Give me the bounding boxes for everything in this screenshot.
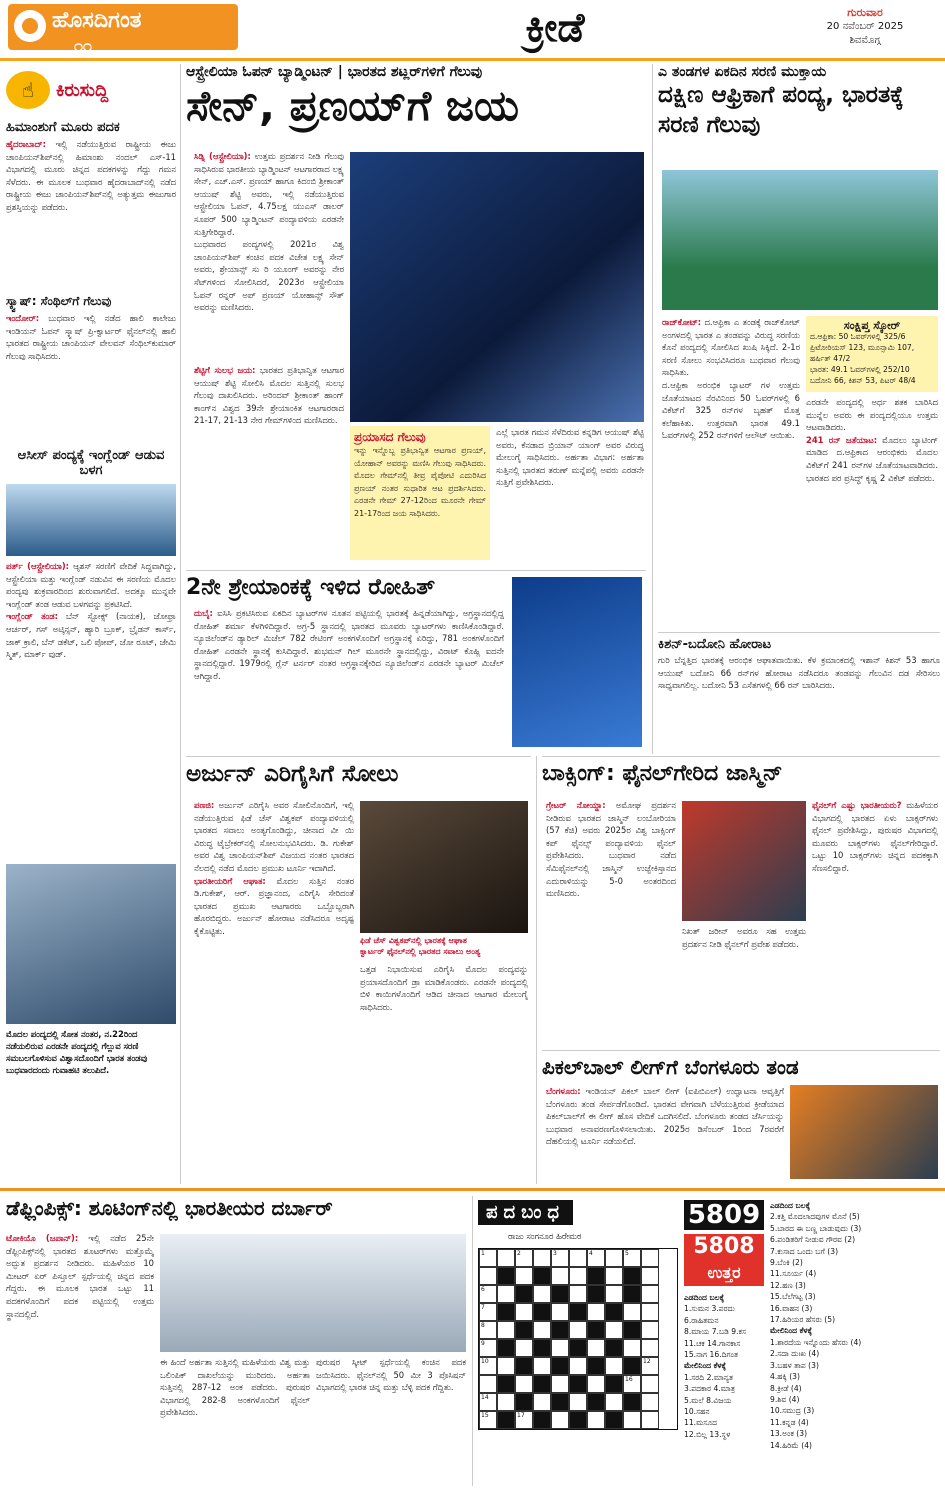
story-himanshu-text: ಇಲ್ಲಿ ನಡೆಯುತ್ತಿರುವ ರಾಷ್ಟ್ರೀಯ ಈಜು ಚಾಂಪಿಯನ್‌ಶಿಪ್‌ನಲ್ಲಿ ಹಿಮಾಂಶು ನಂದಲ್ ಎಸ್-11 ವಿಭಾಗದಲ್ಲಿ ಮೂರು ಚಿನ್ನದ ಪದಕಗಳನ್ನು ಗೆದ್ದು ಗಮನ ಸೆಳೆದರು. ಈ ಮೂಲಕ ಬುಧವಾರ ಹೈದರಾಬಾದ್‌ನಲ್ಲಿ ನಡೆದ ರಾಷ್ಟ್ರೀಯ ಈಜು ಚಾಂಪಿಯನ್‌ಶಿಪ್‌ನಲ್ಲಿ ಅತ್ಯುತ್ತಮ ಈಜುಗಾರ ಪ್ರಶಸ್ತಿಯನ್ನು ಪಡೆದರು. bbox=[6, 139, 176, 212]
crossword-cell[interactable] bbox=[551, 1411, 569, 1429]
badminton-kicker: ಆಸ್ಟ್ರೇಲಿಯಾ ಓಪನ್ ಬ್ಯಾಡ್ಮಿಂಟನ್ | ಭಾರತದ ಶಟ್ಲರ್‌ಗಳಿಗೆ ಗೆಲುವು bbox=[186, 64, 483, 80]
clue-down-8: 13.ಅಂಕ (3) bbox=[770, 1429, 808, 1439]
crossword-cell[interactable] bbox=[587, 1339, 605, 1357]
date: 20 ನವೆಂಬರ್ 2025 bbox=[826, 21, 904, 32]
england-team-photo bbox=[6, 484, 176, 556]
crossword-cell[interactable] bbox=[515, 1267, 533, 1285]
column-divider bbox=[180, 64, 181, 1184]
answer-a5: 15.ನಾಗ 16.ದಿಗಂತ bbox=[684, 1350, 738, 1360]
rohit-headline: 2ನೇ ಶ್ರೇಯಾಂಕಕ್ಕೆ ಇಳಿದ ರೋಹಿತ್ bbox=[186, 575, 436, 600]
answer-d3: 5.ಮಲೆ 8.ವಿಜಯ bbox=[684, 1395, 732, 1405]
masthead bbox=[0, 0, 945, 61]
crossword-cell[interactable] bbox=[569, 1285, 587, 1303]
crossword-cell bbox=[569, 1303, 587, 1321]
struggle-win-title: ಪ್ರಯಾಸದ ಗೆಲುವು bbox=[354, 430, 426, 444]
clues-across-title: ಎಡದಿಂದ ಬಲಕ್ಕೆ bbox=[770, 1201, 811, 1210]
dateline-sydney: ಸಿಡ್ನಿ (ಆಸ್ಟ್ರೇಲಿಯಾ): bbox=[194, 151, 251, 161]
crossword-cell[interactable]: 7 bbox=[479, 1303, 497, 1321]
crossword-cell[interactable]: 15 bbox=[479, 1411, 497, 1429]
column-divider bbox=[536, 756, 537, 1184]
shooters-podium-photo bbox=[160, 1234, 466, 1352]
crossword-cell[interactable] bbox=[605, 1321, 623, 1339]
crossword-cell bbox=[587, 1393, 605, 1411]
crossword-cell[interactable] bbox=[533, 1249, 551, 1267]
crossword-cell bbox=[551, 1393, 569, 1411]
clue-across-2: 6.ಪಂಡಿತರಿಗೆ ನೀಡುವ ಗೌರವ (2) bbox=[770, 1235, 856, 1245]
crossword-numbers bbox=[684, 1200, 764, 1490]
boxing-text: ಅಮೋಘ ಪ್ರದರ್ಶನ ನೀಡಿರುವ ಭಾರತದ ಜಾಸ್ಮಿನ್ ಲಂಬೋರಿಯಾ (57 ಕೆಜಿ) ಅವರು 2025ರ ವಿಶ್ವ ಬಾಕ್ಸಿಂಗ್ ಕಪ್ ಫೈನಲ್ಸ್ ಪಂದ್ಯಾವಳಿಯ ಫೈನಲ್ ಪ್ರವೇಶಿಸಿದರು. ಬುಧವಾರ ನಡೆದ ಸೆಮಿಫೈನಲ್‌ನಲ್ಲಿ ಜಾಸ್ಮಿನ್ ಉಜ್ಬೇಕಿಸ್ತಾನದ ಎದುರಾಳಿಯನ್ನು 5-0 ಅಂತರದಿಂದ ಮಣಿಸಿದರು. bbox=[546, 800, 676, 899]
story-ashes bbox=[6, 560, 176, 860]
crossword-cell bbox=[515, 1357, 533, 1375]
badminton-story bbox=[186, 64, 646, 564]
kishan-headline: ಕಿಶನ್-ಬದೋನಿ ಹೋರಾಟ bbox=[658, 637, 772, 652]
crossword-cell[interactable] bbox=[551, 1339, 569, 1357]
story-squash-text: ಬುಧವಾರ ಇಲ್ಲಿ ನಡೆದ ಹಾಲಿ ಕಾಲೇಜು ಇಂಡಿಯನ್ ಓಪನ್ ಸ್ಕ್ವಾಷ್ ಪ್ರಿ-ಕ್ವಾರ್ಟರ್ ಫೈನಲ್‌ನಲ್ಲಿ ಹಾಲಿ ಭಾರತದ ರಾಷ್ಟ್ರೀಯ ಚಾಂಪಿಯನ್ ವೇಲವನ್ ಸೆಂಥಿಲ್‌ಕುಮಾರ್ ಗೆಲುವು ಸಾಧಿಸಿದರು. bbox=[6, 313, 176, 361]
crossword-cell bbox=[587, 1321, 605, 1339]
deaflympics-para3: ಪುರುಷರ ಸ್ಕೀಟ್ ಸ್ಪರ್ಧೆಯಲ್ಲಿ ಕಂಚಿನ ಪದಕ ಜಯಿಸಿದರು. ಫೈನಲ್‌ನಲ್ಲಿ 50 ಮೀ 3 ಪೊಸಿಷನ್ ವಿಭಾಗದಲ್ಲಿ ಭಾರತ ಚಿನ್ನ ಮತ್ತು ಬೆಳ್ಳಿ ಪದಕ ಗೆದ್ದಿತು. bbox=[316, 1357, 466, 1393]
scorecard-title: ಸಂಕ್ಷಿಪ್ತ ಸ್ಕೋರ್ bbox=[843, 319, 901, 332]
crossword-cell bbox=[515, 1285, 533, 1303]
clue-across-1: 5.ಬಾರದ ಈ ಬಣ್ಣ ಬಾಡುವುದು (3) bbox=[770, 1223, 862, 1233]
kirusuddi-title: ಕಿರುಸುದ್ದಿ bbox=[56, 79, 109, 101]
crossword-puzzle bbox=[478, 1200, 678, 1490]
story-squash bbox=[6, 312, 176, 442]
column-divider bbox=[652, 64, 653, 754]
arjun-subhead: ಭಾರತೀಯರಿಗೆ ಆಘಾತ: bbox=[194, 875, 266, 886]
answers-across-title: ಎಡದಿಂದ ಬಲಕ್ಕೆ bbox=[684, 1293, 725, 1302]
rohit-text: ಐಸಿಸಿ ಪ್ರಕಟಿಸಿರುವ ಏಕದಿನ ಬ್ಯಾಟರ್‌ಗಳ ನೂತನ ಪಟ್ಟಿಯಲ್ಲಿ ಭಾರತಕ್ಕೆ ಹಿನ್ನಡೆಯಾಗಿದ್ದು, ಅಗ್ರಸ್ಥಾನದಲ್ಲಿದ್ದ ರೋಹಿತ್ ಶರ್ಮಾ ಕೆಳಗಿಳಿದಿದ್ದಾರೆ. ಅಗ್ರ-5 ಸ್ಥಾನದಲ್ಲಿ ಭಾರತದ ಮೂವರು ಬ್ಯಾಟರ್‌ಗಳು ಕಾಣಿಸಿಕೊಂಡಿದ್ದಾರೆ. ನ್ಯೂಜಿಲೆಂಡ್‌ನ ಡ್ಯಾರಿಲ್ ಮಿಚೆಲ್ 782 ರೇಟಿಂಗ್ ಅಂಕಗಳೊಂದಿಗೆ ಅಗ್ರಸ್ಥಾನಕ್ಕೆ ಏರಿದ್ದು, 781 ಅಂಕಗಳೊಂದಿಗೆ ರೋಹಿತ್ ಎರಡನೇ ಸ್ಥಾನಕ್ಕೆ ಕುಸಿದಿದ್ದಾರೆ. ಶುಭಮನ್ ಗಿಲ್ ಮೂರನೇ ಸ್ಥಾನದಲ್ಲಿದ್ದು, ವಿರಾಟ್ ಕೊಹ್ಲಿ ಐದನೇ ಸ್ಥಾನದಲ್ಲಿದ್ದಾರೆ. 1979ರಲ್ಲಿ ಗ್ಲೆನ್ ಟರ್ನರ್ ನಂತರ ಅಗ್ರಸ್ಥಾನಕ್ಕೇರಿದ ನ್ಯೂಜಿಲೆಂಡ್‌ನ ಎರಡನೇ ಬ್ಯಾಟರ್ ಮಿಚೆಲ್ ಆಗಿದ್ದಾರೆ. bbox=[194, 608, 504, 681]
deaflympics-col1 bbox=[6, 1232, 154, 1480]
crossword-cell[interactable] bbox=[641, 1267, 659, 1285]
crossword-cell bbox=[533, 1411, 551, 1429]
city: ಶಿವಮೊಗ್ಗ bbox=[849, 35, 881, 46]
crossword-cell[interactable]: 17 bbox=[515, 1411, 533, 1429]
crossword-cell[interactable]: 2 bbox=[515, 1249, 533, 1267]
crossword-cell bbox=[497, 1267, 515, 1285]
answer-d2: 3.ಪದಕಾರ 4.ಮಾತ್ರ bbox=[684, 1384, 736, 1394]
headline-squash: ಸ್ಕ್ವಾಷ್: ಸೆಂಥಿಲ್‌ಗೆ ಗೆಲುವು bbox=[6, 294, 112, 308]
boxing-sub-text: ಮಹಿಳೆಯರ ವಿಭಾಗದಲ್ಲಿ ಭಾರತದ ಏಳು ಬಾಕ್ಸರ್‌ಗಳು ಫೈನಲ್ ಪ್ರವೇಶಿಸಿದ್ದು, ಪುರುಷರ ವಿಭಾಗದಲ್ಲಿ ಮೂವರು ಬಾಕ್ಸರ್‌ಗಳು ಫೈನಲ್‌ಗೇರಿದ್ದಾರೆ. ಒಟ್ಟು 10 ಬಾಕ್ಸರ್‌ಗಳು ಚಿನ್ನದ ಪದಕಕ್ಕಾಗಿ ಸೆಣಸಲಿದ್ದಾರೆ. bbox=[812, 800, 938, 873]
crossword-cell[interactable] bbox=[551, 1267, 569, 1285]
badminton-para1: ಉತ್ತಮ ಪ್ರದರ್ಶನ ನೀಡಿ ಗೆಲುವು ಸಾಧಿಸಿರುವ ಭಾರತೀಯ ಬ್ಯಾಡ್ಮಿಂಟನ್ ಆಟಗಾರರಾದ ಲಕ್ಷ್ಯ ಸೇನ್, ಎಚ್.ಎಸ್. ಪ್ರಣಯ್ ಹಾಗೂ ಕಿದಂಬಿ ಶ್ರೀಕಾಂತ್ ಆಯುಷ್ ಶೆಟ್ಟಿ ಅವರು, ಇಲ್ಲಿ ನಡೆಯುತ್ತಿರುವ ಆಸ್ಟ್ರೇಲಿಯಾ ಓಪನ್, 4.75ಲಕ್ಷ ಯುಎಸ್ ಡಾಲರ್ ಸೂಪರ್ 500 ಬ್ಯಾಡ್ಮಿಂಟನ್ ಪಂದ್ಯಾವಳಿಯ ಎರಡನೇ ಸುತ್ತಿಗೇರಿದ್ದಾರೆ. bbox=[194, 151, 344, 237]
crossword-cell[interactable] bbox=[551, 1375, 569, 1393]
crossword-grid[interactable] bbox=[478, 1248, 678, 1430]
lakshya-sen-photo bbox=[350, 152, 644, 422]
crossword-cell bbox=[497, 1339, 515, 1357]
deaflympics-story bbox=[6, 1196, 468, 1486]
crossword-cell bbox=[605, 1303, 623, 1321]
crossword-cell[interactable]: 9 bbox=[479, 1339, 497, 1357]
crossword-cell[interactable] bbox=[641, 1411, 659, 1429]
crossword-cell[interactable] bbox=[569, 1357, 587, 1375]
crossword-cell[interactable] bbox=[641, 1339, 659, 1357]
crossword-cell[interactable] bbox=[605, 1249, 623, 1267]
deaflympics-para2: ಈ ಹಿಂದೆ ಅರ್ಹತಾ ಸುತ್ತಿನಲ್ಲಿ ಮಹಿಳೆಯರು ವಿಶ್ವ ಮತ್ತು ಒಲಿಂಪಿಕ್ ದಾಖಲೆಯನ್ನು ಮುರಿದರು. ಅರ್ಹತಾ ಸುತ್ತಿನಲ್ಲಿ 287-12 ಅಂಕ ಪಡೆದರು. ಪುರುಷರ ವಿಭಾಗದಲ್ಲಿ 282-8 ಅಂಕಗಳೊಂದಿಗೆ ಫೈನಲ್ ಪ್ರವೇಶಿಸಿದರು. bbox=[160, 1357, 310, 1418]
pickleball-body bbox=[546, 1085, 784, 1179]
score-sa: ದ.ಆಫ್ರಿಕಾ: 50 ಓವರ್‌ಗಳಲ್ಲಿ 325/6 bbox=[810, 332, 906, 341]
chess-caption-1: ಫಿಡೆ ಚೆಸ್ ವಿಶ್ವಕಪ್‌ನಲ್ಲಿ ಭಾರತಕ್ಕೆ ಆಘಾತ bbox=[360, 936, 467, 945]
chess-captions bbox=[360, 935, 528, 957]
arjun-para2: ಒತ್ತಡ ನಿಭಾಯಿಸುವ ಎರಿಗೈಸಿ ಮೊದಲ ಪಂದ್ಯವನ್ನು ಪ್ರಯಾಸದೊಂದಿಗೆ ಡ್ರಾ ಮಾಡಿಕೊಂಡರು. ಎರಡನೇ ಪಂದ್ಯದಲ್ಲಿ ಬಿಳಿ ಕಾಯಿಗಳೊಂದಿಗೆ ಆಡಿದ ಚೀನಾದ ಆಟಗಾರ ಮೇಲುಗೈ ಸಾಧಿಸಿದರು. bbox=[360, 964, 528, 1012]
clue-across-7: 15.ಬೆಲೆಗಟ್ಟ (3) bbox=[770, 1292, 816, 1302]
clue-down-1: 2.ಸದಾ ದುಃಖ (4) bbox=[770, 1349, 820, 1359]
sa-headline: ದಕ್ಷಿಣ ಆಫ್ರಿಕಾಗೆ ಪಂದ್ಯ, ಭಾರತಕ್ಕೆ ಸರಣಿ ಗೆಲುವು bbox=[658, 82, 904, 138]
crossword-cell bbox=[587, 1267, 605, 1285]
crossword-cell[interactable]: 12 bbox=[641, 1357, 659, 1375]
boxing-col1 bbox=[546, 799, 676, 1043]
crossword-cell[interactable] bbox=[605, 1393, 623, 1411]
england-team-label: ಇಂಗ್ಲೆಂಡ್ ತಂಡ: bbox=[6, 611, 58, 622]
pointing-hand-icon: ☝ bbox=[6, 71, 50, 109]
crossword-cell bbox=[551, 1357, 569, 1375]
crossword-cell[interactable]: 3 bbox=[551, 1249, 569, 1267]
headline-ashes: ಆಸೀಸ್ ಪಂದ್ಯಕ್ಕೆ ಇಂಗ್ಲೆಂಡ್ ಆಡುವ ಬಳಗ bbox=[17, 448, 165, 478]
crossword-cell[interactable]: 5 bbox=[623, 1249, 641, 1267]
clue-down-4: 8.ಕ್ರೀಡೆ (4) bbox=[770, 1383, 802, 1393]
score-india-top: ಬದೋನಿ 66, ಕಿಶನ್ 53, ಪಿಟರ್ 48/4 bbox=[810, 376, 916, 385]
prev-puzzle-box bbox=[684, 1234, 764, 1286]
dateline-tokyo: ಟೋಕಿಯೊ (ಜಪಾನ್): bbox=[6, 1233, 79, 1243]
chess-caption-2: ಕ್ವಾರ್ಟರ್ ಫೈನಲ್‌ನಲ್ಲಿ ಭಾರತದ ಸವಾಲು ಅಂತ್ಯ bbox=[360, 947, 481, 956]
answer-d1: 1.ಸರದಿ 2.ಮಾನ್ಯತ bbox=[684, 1372, 734, 1382]
crossword-cell[interactable] bbox=[605, 1267, 623, 1285]
crossword-cell[interactable] bbox=[623, 1339, 641, 1357]
struggle-win-text: ಇನ್ನು ಇನ್ನೊಬ್ಬ ಪ್ರತಿಭಾನ್ವಿತ ಆಟಗಾರ ಪ್ರಣಯ್, ಯೋಹಾನ್ ಅವರನ್ನು ಮಣಿಸಿ ಗೆಲುವು ಸಾಧಿಸಿದರು. ಮೊದಲ ಗೇಮ್‌ನಲ್ಲಿ ತೀವ್ರ ಪೈಪೋಟಿ ಎದುರಿಸಿದ ಪ್ರಣಯ್ ನಂತರ ಸುಧಾರಿತ ಆಟ ಪ್ರದರ್ಶಿಸಿದರು. ಎರಡನೇ ಗೇಮ್ 27-12ರಿಂದ ಮೂರನೇ ಗೇಮ್ 21-17ರಿಂದ ಜಯ ಸಾಧಿಸಿದರು. bbox=[354, 446, 486, 518]
badminton-para2: ಬುಧವಾರದ ಪಂದ್ಯಗಳಲ್ಲಿ 2021ರ ವಿಶ್ವ ಚಾಂಪಿಯನ್‌ಶಿಪ್ ಕಂಚಿನ ಪದಕ ವಿಜೇತ ಲಕ್ಷ್ಯ ಸೇನ್ ಅವರು, ಶ್ರೇಯಾನ್ಸ್ ಸು ರಿ ಯೂಂಗ್ ಅವರನ್ನು ನೇರ ಸೆಟ್‌ಗಳಿಂದ ಸೋಲಿಸಿದರೆ, 2023ರ ಆಸ್ಟ್ರೇಲಿಯಾ ಓಪನ್ ರನ್ನರ್ ಅಪ್ ಪ್ರಣಯ್ ಯೋಹಾನ್ಸ್ ಸೌತ್ ಅವರನ್ನು ಮಣಿಸಿದರು. bbox=[194, 239, 344, 313]
section-rule bbox=[0, 1188, 945, 1191]
crossword-cell[interactable] bbox=[641, 1249, 659, 1267]
crossword-cell[interactable] bbox=[641, 1375, 659, 1393]
crossword-cell bbox=[533, 1339, 551, 1357]
india-team-arrival-photo bbox=[6, 864, 176, 1024]
crossword-cell[interactable] bbox=[533, 1357, 551, 1375]
dateline-rajkot: ರಾಜ್‌ಕೋಟ್: bbox=[662, 317, 702, 327]
crossword-cell bbox=[497, 1411, 515, 1429]
crossword-cell bbox=[623, 1393, 641, 1411]
kishan-badoni-story bbox=[658, 632, 940, 751]
crossword-cell[interactable] bbox=[641, 1285, 659, 1303]
story-himanshu bbox=[6, 138, 176, 288]
clue-down-7: 11.ಕನ್ನಡ (4) bbox=[770, 1417, 809, 1427]
crossword-cell[interactable] bbox=[641, 1321, 659, 1339]
crossword-cell bbox=[587, 1357, 605, 1375]
story-ashes-text: ಆ್ಯಶಸ್ ಸರಣಿಗೆ ವೇದಿಕೆ ಸಿದ್ಧವಾಗಿದ್ದು, ಆಸ್ಟ್ರೇಲಿಯಾ ಮತ್ತು ಇಂಗ್ಲೆಂಡ್ ನಡುವಿನ ಈ ಸರಣಿಯ ಮೊದಲ ಪಂದ್ಯವು ಶುಕ್ರವಾರದಿಂದ ಶುರುವಾಗಲಿದೆ. ಅದಕ್ಕೂ ಮುನ್ನವೇ ಇಂಗ್ಲೆಂಡ್ ತಂಡ ಆಡುವ ಬಳಗವನ್ನು ಪ್ರಕಟಿಸಿದೆ. bbox=[6, 561, 176, 609]
kirusuddi-column bbox=[6, 66, 176, 1176]
crossword-cell[interactable] bbox=[497, 1249, 515, 1267]
crossword-cell[interactable] bbox=[569, 1249, 587, 1267]
partnership-subhead: 241 ರನ್ ಜತೆಯಾಟ: bbox=[806, 434, 878, 445]
clue-across-0: 2.ಕತ್ತಿ ಮೊದಲಾದವುಗಳ ಮೊನೆ (5) bbox=[770, 1212, 860, 1222]
crossword-cell[interactable] bbox=[623, 1303, 641, 1321]
crossword-cell[interactable] bbox=[515, 1339, 533, 1357]
answer-a4: 11.ಚಕ 14.ಗಾನಕಾಸ bbox=[684, 1338, 741, 1348]
sun-logo-icon bbox=[14, 10, 46, 42]
sa-col2 bbox=[806, 396, 938, 616]
page-number: ೧೧ bbox=[74, 36, 92, 55]
crossword-cell[interactable] bbox=[587, 1303, 605, 1321]
clue-across-5: 11.ಸೂರ್ಯ (4) bbox=[770, 1269, 817, 1279]
rohit-sharma-photo bbox=[512, 577, 642, 747]
sa-team-photo bbox=[662, 170, 938, 310]
crossword-cell[interactable] bbox=[569, 1321, 587, 1339]
crossword-clues bbox=[770, 1200, 942, 1490]
clue-down-9: 14.ಹಿರಿಮೆ (4) bbox=[770, 1440, 812, 1450]
crossword-cell bbox=[605, 1339, 623, 1357]
newspaper-name: ಹೊಸದಿಗಂತ bbox=[52, 8, 142, 33]
badminton-para4: ಎಲ್ಲೆ ಭಾರತ ಗಮನ ಸೆಳೆದಿರುವ ಕನ್ನಡಿಗ ಆಯುಷ್ ಶೆಟ್ಟಿ ಅವರು, ಕೆನಡಾದ ಬ್ರಿಯಾನ್ ಯಾಂಗ್ ಅವರ ವಿರುದ್ಧ ಮೇಲುಗೈ ಸಾಧಿಸಿದರು. ಅರ್ಹತಾ ವಿಭಾಗ: ಅರ್ಹತಾ ಸುತ್ತಿನಲ್ಲಿ ಭಾರತದ ತರುಣ್ ಮನ್ನೆಪಲ್ಲಿ ಅವರು ಎರಡನೇ ಸುತ್ತಿಗೆ ಪ್ರವೇಶಿಸಿದರು. bbox=[496, 427, 644, 488]
crossword-cell[interactable] bbox=[623, 1411, 641, 1429]
clue-across-9: 17.ಹಿರಿಯರ ಹೆಸರು (5) bbox=[770, 1315, 836, 1325]
crossword-cell[interactable] bbox=[587, 1375, 605, 1393]
boxing-story bbox=[542, 756, 940, 1047]
crossword-cell[interactable] bbox=[605, 1357, 623, 1375]
shetty-subhead: ಶೆಟ್ಟಿಗೆ ಸುಲಭ ಜಯ: bbox=[194, 365, 256, 375]
newspaper-logo bbox=[8, 4, 238, 55]
chess-photo bbox=[360, 801, 528, 933]
section-title: ಕ್ರೀಡೆ bbox=[525, 4, 585, 51]
crossword-cell[interactable]: 4 bbox=[587, 1249, 605, 1267]
clue-across-6: 12.ಹಣ (3) bbox=[770, 1280, 806, 1290]
crossword-cell bbox=[623, 1321, 641, 1339]
crossword-title-text: ಪದಬಂಧ bbox=[478, 1200, 573, 1225]
sa-para3b: ಮೊದಲು ಬ್ಯಾಟಿಂಗ್ ಮಾಡಿದ ದ.ಆಫ್ರಿಕಾದ ಆರಂಭಿಕರು ಮೊದಲ ವಿಕೆಟ್‌ಗೆ 241 ರನ್‌ಗಳ ಜೊತೆಯಾಟವಾಡಿದರು. ಭಾರತದ ಪರ ಪ್ರಸಿದ್ಧ್ ಕೃಷ್ಣ 2 ವಿಕೆಟ್ ಪಡೆದರು. bbox=[806, 434, 938, 483]
answer-d6: 12.ಬಿಲ್ಲ 13.ಸ್ಥಳ bbox=[684, 1429, 731, 1439]
crossword-cell[interactable] bbox=[479, 1375, 497, 1393]
kishan-body: ಗುರಿ ಬೆನ್ನತ್ತಿದ ಭಾರತಕ್ಕೆ ಆರಂಭಿಕ ಆಘಾತವಾಯಿತು. ಕೆಳ ಕ್ರಮಾಂಕದಲ್ಲಿ ಇಶಾನ್ ಕಿಶನ್ 53 ಹಾಗೂ ಆಯುಷ್ ಬದೋನಿ 66 ರನ್‌ಗಳ ಹೋರಾಟ ನಡೆಸಿದರೂ ತಂಡವನ್ನು ಗೆಲುವಿನ ದಡ ಸೇರಿಸಲು ಸಾಧ್ಯವಾಗಲಿಲ್ಲ. ಬದೋನಿ 53 ಎಸೆತಗಳಲ್ಲಿ 66 ರನ್ ಬಾರಿಸಿದರು. bbox=[658, 655, 940, 691]
kirusuddi-header bbox=[6, 66, 176, 114]
crossword-cell[interactable] bbox=[515, 1375, 533, 1393]
crossword-cell[interactable] bbox=[497, 1357, 515, 1375]
crossword-cell[interactable] bbox=[497, 1321, 515, 1339]
crossword-cell bbox=[587, 1285, 605, 1303]
sa-para2: ದ.ಆಫ್ರಿಕಾ ಅರಂಭಿಕ ಬ್ಯಾಟರ್ ಗಳ ಉತ್ತಮ ಜೊತೆಯಾಟದ ನೆರವಿನಿಂದ 50 ಓವರ್‌ಗಳಲ್ಲಿ 6 ವಿಕೆಟ್‌ಗೆ 325 ರನ್‌ಗಳ ಬೃಹತ್ ಮೊತ್ತ ಕಲೆಹಾಕಿತು. ಉತ್ತರವಾಗಿ ಭಾರತ 49.1 ಓವರ್‌ಗಳಲ್ಲಿ 252 ರನ್‌ಗಳಿಗೆ ಆಲೌಟ್ ಆಯಿತು. bbox=[662, 379, 800, 441]
struggle-win-box bbox=[350, 426, 490, 560]
crossword-cell bbox=[497, 1375, 515, 1393]
pickleball-text: ಇಂಡಿಯನ್ ಪಿಕಲ್ ಬಾಲ್ ಲೀಗ್ (ಐಪಿಬಿಎಲ್) ಉದ್ಘಾಟನಾ ಆವೃತ್ತಿಗೆ ಬೆಂಗಳೂರು ತಂಡ ಸೇರ್ಪಡೆಗೊಂಡಿದೆ. ಭಾರತದ ವೇಗವಾಗಿ ಬೆಳೆಯುತ್ತಿರುವ ಕ್ರೀಡೆಯಾದ ಪಿಕಲ್‌ಬಾಲ್‌ಗೆ ಈ ಲೀಗ್ ಹೊಸ ವೇದಿಕೆ ಒದಗಿಸಲಿದೆ. ಬೆಂಗಳೂರು ತಂಡದ ಜೆರ್ಸಿಯನ್ನು ಬುಧವಾರ ಅನಾವರಣಗೊಳಿಸಲಾಯಿತು. 2025ರ ಡಿಸೆಂಬರ್ 1ರಿಂದ 7ರವರೆಗೆ ದೆಹಲಿಯಲ್ಲಿ ಟೂರ್ನಿ ನಡೆಯಲಿದೆ. bbox=[546, 1086, 784, 1147]
deaflympics-headline: ಡೆಫ್ಲಿಂಪಿಕ್ಸ್: ಶೂಟಿಂಗ್‌ನಲ್ಲಿ ಭಾರತೀಯರ ದರ್ಬಾರ್ bbox=[6, 1196, 333, 1220]
answer-d5: 11.ಮಸೂದ bbox=[684, 1418, 718, 1428]
arjun-col1 bbox=[194, 799, 354, 1179]
crossword-cell bbox=[533, 1267, 551, 1285]
england-team-list: ಬೆನ್ ಸ್ಟೋಕ್ಸ್ (ನಾಯಕ), ಜೋಫ್ರಾ ಆರ್ಚರ್, ಗಸ್ ಅಟ್ಕಿನ್ಸನ್, ಹ್ಯಾರಿ ಬ್ರೂಕ್, ಬ್ರೈಡನ್ ಕಾರ್ಸ್, ಜಾಕ್ ಕ್ರಾಲಿ, ಬೆನ್ ಡಕೆಟ್, ಒಲಿ ಪೋಪ್, ಜೋ ರೂಟ್, ಜೇಮಿ ಸ್ಮಿತ್, ಮಾರ್ಕ್ ವುಡ್. bbox=[6, 611, 176, 660]
scorecard-box bbox=[806, 316, 938, 392]
sa-para3: ಎರಡನೇ ಪಂದ್ಯದಲ್ಲಿ ಅರ್ಧ ಶತಕ ಬಾರಿಸಿದ ಮುನ್ನೆಲ ಅವರು ಈ ಪಂದ್ಯದಲ್ಲಿಯೂ ಉತ್ತಮ ಆಟವಾಡಿದರು. bbox=[806, 397, 938, 433]
clue-down-3: 4.ಹಕ್ಕಿ (3) bbox=[770, 1372, 800, 1382]
clues-down-title: ಮೇಲಿನಿಂದ ಕೆಳಕ್ಕೆ bbox=[770, 1326, 812, 1336]
crossword-cell[interactable] bbox=[497, 1393, 515, 1411]
crossword-cell bbox=[623, 1285, 641, 1303]
boxing-headline: ಬಾಕ್ಸಿಂಗ್: ಫೈನಲ್‌ಗೇರಿದ ಜಾಸ್ಮಿನ್ bbox=[542, 761, 783, 786]
crossword-cell bbox=[515, 1321, 533, 1339]
crossword-cell[interactable] bbox=[569, 1393, 587, 1411]
crossword-cell[interactable]: 6 bbox=[479, 1285, 497, 1303]
arjun-story bbox=[186, 756, 531, 1185]
dateline-perth: ಪರ್ತ್ (ಆಸ್ಟ್ರೇಲಿಯಾ): bbox=[6, 561, 70, 571]
rohit-story bbox=[186, 570, 646, 751]
sa-kicker: ಎ ತಂಡಗಳ ಏಕದಿನ ಸರಣಿ ಮುಕ್ತಾಯ bbox=[658, 64, 827, 80]
crossword-cell[interactable] bbox=[533, 1321, 551, 1339]
prev-puzzle-label: ಉತ್ತರ bbox=[707, 1263, 741, 1282]
crossword-cell[interactable]: 8 bbox=[479, 1321, 497, 1339]
crossword-title bbox=[478, 1200, 678, 1225]
crossword-cell[interactable]: 16 bbox=[623, 1375, 641, 1393]
crossword-cell bbox=[515, 1393, 533, 1411]
answers-down-title: ಮೇಲಿನಿಂದ ಕೆಳಕ್ಕೆ bbox=[684, 1361, 726, 1371]
clue-down-2: 3.ಬಹಳ ತಾಪ (3) bbox=[770, 1360, 819, 1370]
crossword-cell[interactable]: 10 bbox=[479, 1357, 497, 1375]
dateline-noida: ಗ್ರೇಟರ್ ನೋಯ್ಡಾ: bbox=[546, 800, 606, 810]
arjun-text: ಅರ್ಜುನ್ ಎರಿಗೈಸಿ ಅವರ ಸೋಲಿನೊಂದಿಗೆ, ಇಲ್ಲಿ ನಡೆಯುತ್ತಿರುವ ಫಿಡೆ ಚೆಸ್ ವಿಶ್ವಕಪ್ ಪಂದ್ಯಾವಳಿಯಲ್ಲಿ ಭಾರತದ ಸವಾಲು ಅಂತ್ಯಗೊಂಡಿದ್ದು, ಚೀನಾದ ವೀ ಯಿ ವಿರುದ್ಧ ಟೈಬ್ರೇಕರ್‌ನಲ್ಲಿ ಸೋಲನುಭವಿಸಿದರು. ಡಿ. ಗುಕೇಶ್ ಅವರ ವಿಶ್ವ ಚಾಂಪಿಯನ್‌ಶಿಪ್ ವಿಜಯದ ನಂತರ ಭಾರತದ ನೆಲದಲ್ಲಿ ನಡೆದ ಮೊದಲ ಪ್ರಮುಖ ಟೂರ್ನಿ ಇದಾಗಿದೆ. bbox=[194, 800, 354, 873]
headline-himanshu: ಹಿಮಾಂಶುಗೆ ಮೂರು ಪದಕ bbox=[6, 120, 120, 135]
clue-across-3: 7.ಕುಸಾದ ಒಂದು ಬಗೆ (3) bbox=[770, 1246, 839, 1256]
crossword-cell bbox=[605, 1411, 623, 1429]
clue-down-0: 1.ಶಾರದೆಯ ಇನ್ನೊಂದು ಹೆಸರು (4) bbox=[770, 1337, 862, 1347]
deaflympics-para1: ಇಲ್ಲಿ ನಡೆದ 25ನೇ ಡೆಫ್ಲಿಂಪಿಕ್ಸ್‌ನಲ್ಲಿ ಭಾರತದ ಶೂಟರ್‌ಗಳು ಮತ್ತೊಮ್ಮೆ ಅದ್ಭುತ ಪ್ರದರ್ಶನ ನೀಡಿದರು. ಮಹಿಳೆಯರ 10 ಮೀಟರ್ ಏರ್ ಪಿಸ್ತೂಲ್ ಸ್ಪರ್ಧೆಯಲ್ಲಿ ಚಿನ್ನದ ಪದಕ ಗೆದ್ದರು. ಈ ಮೂಲಕ ಭಾರತ ಒಟ್ಟು 11 ಪದಕಗಳೊಂದಿಗೆ ಪದಕ ಪಟ್ಟಿಯಲ್ಲಿ ಉತ್ತಮ ಸ್ಥಾನದಲ್ಲಿದೆ. bbox=[6, 1233, 154, 1319]
answer-d4: 10.ಸಹನ bbox=[684, 1407, 710, 1417]
score-india: ಭಾರತ: 49.1 ಓವರ್‌ಗಳಲ್ಲಿ 252/10 bbox=[810, 365, 910, 374]
crossword-cell bbox=[497, 1303, 515, 1321]
score-sa-top: ಪ್ರಿಟೋರಿಯಸ್ 123, ಮೂನ್ಸಾಮಿ 107, bbox=[810, 343, 915, 352]
jasmine-photo bbox=[682, 801, 806, 921]
crossword-cell[interactable] bbox=[551, 1303, 569, 1321]
crossword-cell[interactable] bbox=[641, 1393, 659, 1411]
pickleball-headline: ಪಿಕಲ್‌ಬಾಲ್ ಲೀಗ್‌ಗೆ ಬೆಂಗಳೂರು ತಂಡ bbox=[542, 1055, 799, 1079]
prev-puzzle-number: 5808 bbox=[693, 1234, 755, 1259]
crossword-cell bbox=[569, 1375, 587, 1393]
day: ಗುರುವಾರ bbox=[847, 6, 883, 19]
crossword-cell bbox=[569, 1411, 587, 1429]
badminton-headline: ಸೇನ್, ಪ್ರಣಯ್‌ಗೆ ಜಯ bbox=[186, 81, 519, 130]
badminton-para3: ಭಾರತದ ಪ್ರತಿಭಾನ್ವಿತ ಆಟಗಾರ ಆಯುಷ್ ಶೆಟ್ಟಿ ಸೋಲಿಸಿ ಮೊದಲ ಸುತ್ತಿನಲ್ಲಿ ಸುಲಭ ಗೆಲುವು ದಾಖಲಿಸಿದರು. ಅರಿಂದವ್ ಶ್ರೀಕಾಂತ್ ಹಾಂಗ್ ಕಾಂಗ್‌ನ ವಿಶ್ವದ 39ನೇ ಶ್ರೇಯಾಂಕಿತ ಆಟಗಾರರಾದ 21-17, 21-13 ನೇರ ಗೇಮ್‌ಗಳಿಂದ ಮಣಿಸಿದರು. bbox=[194, 365, 344, 426]
crossword-cell[interactable]: 14 bbox=[479, 1393, 497, 1411]
boxing-subhead: ಫೈನಲ್‌ಗೆ ಎಷ್ಟು ಭಾರತೀಯರು? bbox=[812, 800, 902, 810]
rohit-body bbox=[194, 607, 504, 747]
crossword-cell[interactable] bbox=[497, 1285, 515, 1303]
crossword-cell[interactable] bbox=[515, 1303, 533, 1321]
india-team-caption: ಮೊದಲ ಪಂದ್ಯದಲ್ಲಿ ಸೋತ ನಂತರ, ನ.22ರಿಂದ ನಡೆಯಲಿರುವ ಎರಡನೇ ಪಂದ್ಯದಲ್ಲಿ ಗೆಲ್ಲುವ ಸರಣಿ ಸಮಬಲಗೊಳಿಸುವ ವಿಶ್ವಾಸದೊಂದಿಗೆ ಭಾರತ ತಂಡವು ಬುಧವಾರದಂದು ಗುವಾಹಟಿ ತಲುಪಿದೆ. bbox=[6, 1029, 148, 1075]
crossword-cell[interactable] bbox=[605, 1285, 623, 1303]
pickleball-story bbox=[542, 1050, 940, 1183]
badminton-col1b bbox=[194, 364, 344, 564]
arjun-headline: ಅರ್ಜುನ್ ಎರಿಗೈಸಿಗೆ ಸೋಲು bbox=[186, 761, 399, 787]
clue-down-5: 9.ಶಿವ (4) bbox=[770, 1394, 800, 1404]
clue-down-6: 10.ಸಮುದ್ರ (3) bbox=[770, 1406, 815, 1416]
arjun-sub-text: ಮೊದಲ ಸುತ್ತಿನ ನಂತರ ಡಿ.ಗುಕೇಶ್, ಆರ್. ಪ್ರಜ್ಞಾನಂದ, ಎರಿಗೈಸಿ ಸೇರಿದಂತೆ ಭಾರತದ ಪ್ರಮುಖ ಆಟಗಾರರು ಒಬ್ಬೊಬ್ಬರಾಗಿ ಹೊರಬಿದ್ದರು. ಅರ್ಜುನ್ ಹೋರಾಟ ನಡೆಸಿದರೂ ಅದೃಷ್ಟ ಕೈಕೊಟ್ಟಿತು. bbox=[194, 875, 354, 936]
dateline-bengaluru: ಬೆಂಗಳೂರು: bbox=[546, 1086, 581, 1096]
dateline-dubai: ದುಬೈ: bbox=[194, 608, 213, 618]
crossword-cell bbox=[533, 1303, 551, 1321]
crossword-cell[interactable]: 1 bbox=[479, 1249, 497, 1267]
crossword-cell bbox=[605, 1375, 623, 1393]
crossword-author: ರಾಜು ಸಂಗನೂರ ಹಿರೇಮಠ bbox=[508, 1231, 582, 1241]
crossword-cell bbox=[623, 1267, 641, 1285]
answer-a1: 1.ಸುಮನ 3.ಪರದು bbox=[684, 1304, 735, 1314]
crossword-cell bbox=[551, 1285, 569, 1303]
boxing-col3 bbox=[812, 799, 938, 1043]
sa-col1 bbox=[662, 316, 800, 616]
dateline-indore: ಇಂದೋರ್: bbox=[6, 313, 40, 323]
crossword-cell bbox=[623, 1357, 641, 1375]
score-harshit: ಹರ್ಷಿತ್ 47/2 bbox=[810, 354, 851, 363]
crossword-cell[interactable] bbox=[641, 1303, 659, 1321]
crossword-cell[interactable] bbox=[533, 1285, 551, 1303]
crossword-cell[interactable] bbox=[587, 1411, 605, 1429]
crossword-cell[interactable] bbox=[533, 1393, 551, 1411]
crossword-cell[interactable] bbox=[569, 1267, 587, 1285]
dateline-panaji: ಪಣಜಿ: bbox=[194, 800, 215, 810]
crossword-cell bbox=[551, 1321, 569, 1339]
dateline-hyderabad: ಹೈದರಾಬಾದ್: bbox=[6, 139, 46, 149]
clue-across-8: 16.ವಾಹನ (3) bbox=[770, 1303, 813, 1313]
clues-down bbox=[770, 1337, 942, 1451]
dateline bbox=[800, 6, 930, 48]
clue-across-4: 9.ಬೆಂಕಿ (2) bbox=[770, 1258, 803, 1268]
answer-a2: 6.ರಾಹಿತಮನ bbox=[684, 1315, 719, 1325]
column-divider bbox=[472, 1196, 473, 1486]
puzzle-number: 5809 bbox=[684, 1200, 764, 1230]
crossword-cell bbox=[569, 1339, 587, 1357]
sa-para1: ದ.ಆಫ್ರಿಕಾ ಎ ತಂಡಕ್ಕೆ ರಾಜ್‌ಕೋಟ್ ಅಂಗಳದಲ್ಲಿ ಭಾರತ ಎ ತಂಡವನ್ನು ವಿರುದ್ಧ ಸರಣಿಯ ಕೊನೆ ಪಂದ್ಯದಲ್ಲಿ ಸೋಲಿಸಿದ ಖುಷಿ ಸಿಕ್ಕಿದೆ. 2-1ರ ಸರಣಿ ಸೋಲು ಸಂಭವಿಸಿದರೂ ಬುಧವಾರ ಗೆಲುವು ಸಾಧಿಸಿತು. bbox=[662, 317, 800, 378]
pickleball-jersey-photo bbox=[790, 1085, 938, 1179]
prev-answers bbox=[684, 1292, 764, 1440]
crossword-cell[interactable] bbox=[479, 1267, 497, 1285]
crossword-cell bbox=[533, 1375, 551, 1393]
sa-series-story bbox=[658, 64, 940, 624]
answer-a3: 8.ಮಾಯ 7.ಬಡಿ 9.ಕಸ bbox=[684, 1327, 746, 1337]
boxing-para2: ನಿಖತ್ ಜರೀನ್ ಅವರೂ ಸಹ ಉತ್ತಮ ಪ್ರದರ್ಶನ ನೀಡಿ ಫೈನಲ್‌ಗೆ ಪ್ರವೇಶ ಪಡೆದರು. bbox=[682, 926, 806, 949]
clues-across bbox=[770, 1211, 942, 1325]
